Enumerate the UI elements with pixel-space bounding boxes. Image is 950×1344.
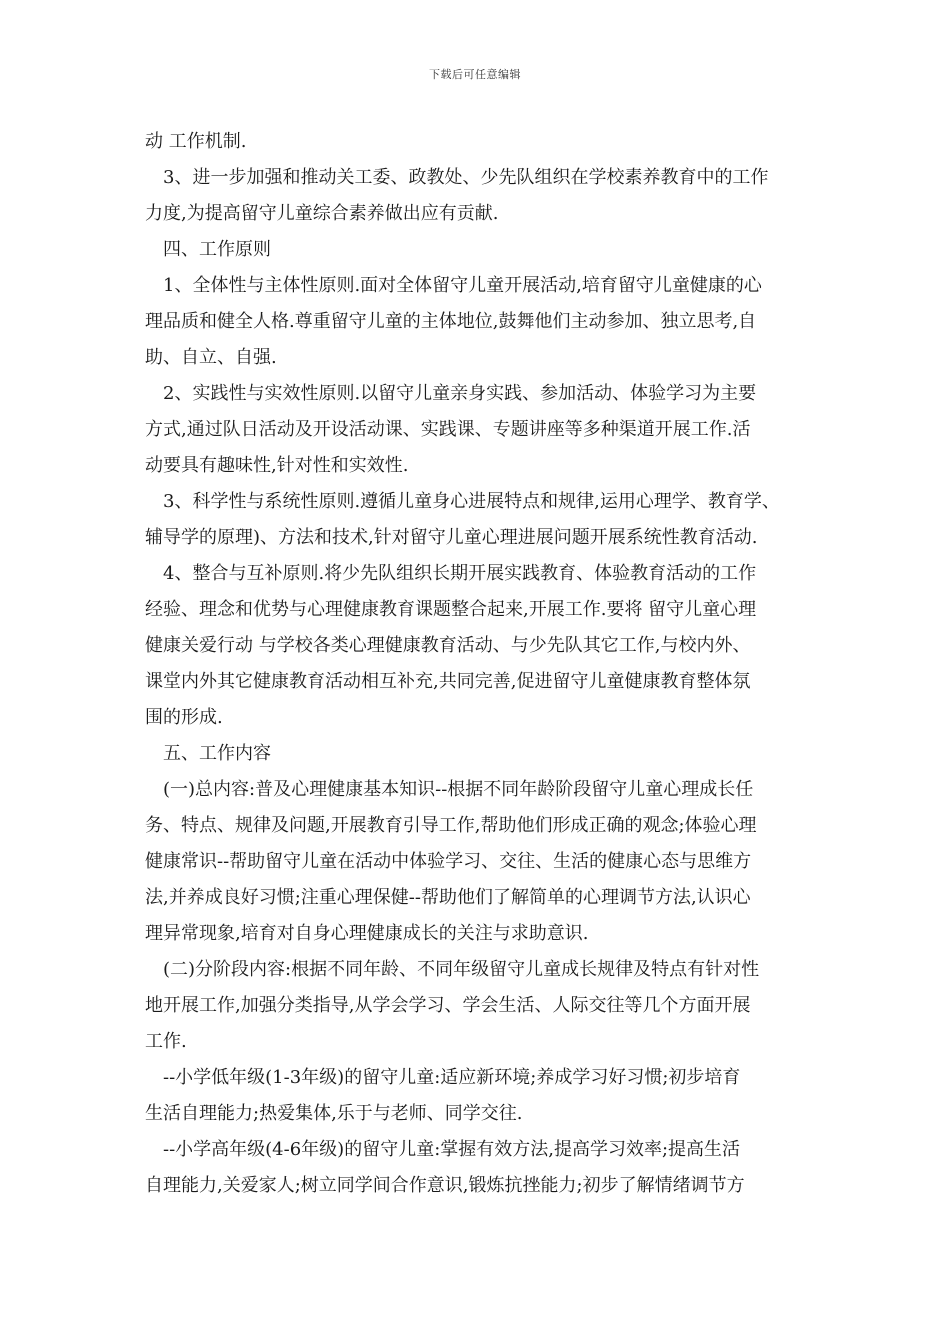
- page-header: 下载后可任意编辑: [429, 68, 521, 81]
- text-line: 3、进一步加强和推动关工委、政教处、少先队组织在学校素养教育中的工作: [163, 167, 769, 188]
- text-line: 务、特点、规律及问题,开展教育引导工作,帮助他们形成正确的观念;体验心理: [145, 815, 757, 836]
- text-line: 五、工作内容: [163, 743, 271, 764]
- text-line: 理品质和健全人格.尊重留守儿童的主体地位,鼓舞他们主动参加、独立思考,自: [145, 311, 757, 332]
- text-line: 1、全体性与主体性原则.面对全体留守儿童开展活动,培育留守儿童健康的心: [163, 275, 762, 296]
- text-line: (一)总内容:普及心理健康基本知识--根据不同年龄阶段留守儿童心理成长任: [163, 779, 754, 800]
- text-line: 经验、理念和优势与心理健康教育课题整合起来,开展工作.要将 留守儿童心理: [145, 599, 757, 620]
- text-line: 课堂内外其它健康教育活动相互补充,共同完善,促进留守儿童健康教育整体氛: [145, 671, 751, 692]
- text-line: 4、整合与互补原则.将少先队组织长期开展实践教育、体验教育活动的工作: [163, 563, 757, 584]
- text-line: 2、实践性与实效性原则.以留守儿童亲身实践、参加活动、体验学习为主要: [163, 383, 757, 404]
- text-line: 动要具有趣味性,针对性和实效性.: [145, 455, 409, 476]
- text-line: --小学高年级(4-6年级)的留守儿童:掌握有效方法,提高学习效率;提高生活: [163, 1139, 741, 1160]
- text-line: 自理能力,关爱家人;树立同学间合作意识,锻炼抗挫能力;初步了解情绪调节方: [145, 1175, 745, 1196]
- text-line: 工作.: [145, 1031, 187, 1052]
- text-line: 法,并养成良好习惯;注重心理保健--帮助他们了解简单的心理调节方法,认识心: [145, 887, 751, 908]
- text-line: --小学低年级(1-3年级)的留守儿童:适应新环境;养成学习好习惯;初步培育: [163, 1067, 741, 1088]
- text-line: 地开展工作,加强分类指导,从学会学习、学会生活、人际交往等几个方面开展: [145, 995, 751, 1016]
- text-line: 理异常现象,培育对自身心理健康成长的关注与求助意识.: [145, 923, 589, 944]
- text-line: 生活自理能力;热爱集体,乐于与老师、同学交往.: [145, 1103, 523, 1124]
- text-line: 力度,为提高留守儿童综合素养做出应有贡献.: [145, 203, 499, 224]
- text-line: 助、自立、自强.: [145, 347, 277, 368]
- text-line: 围的形成.: [145, 707, 223, 728]
- text-line: 四、工作原则: [163, 239, 271, 260]
- document-body: [145, 124, 813, 1204]
- text-line: 健康常识--帮助留守儿童在活动中体验学习、交往、生活的健康心态与思维方: [145, 851, 752, 872]
- text-line: 健康关爱行动 与学校各类心理健康教育活动、与少先队其它工作,与校内外、: [145, 635, 751, 656]
- text-line: 3、科学性与系统性原则.遵循儿童身心进展特点和规律,运用心理学、教育学、: [163, 491, 780, 512]
- text-line: (二)分阶段内容:根据不同年龄、不同年级留守儿童成长规律及特点有针对性: [163, 959, 760, 980]
- text-line: 方式,通过队日活动及开设活动课、实践课、专题讲座等多种渠道开展工作.活: [145, 419, 751, 440]
- text-line: 动 工作机制.: [145, 131, 247, 152]
- text-line: 辅导学的原理)、方法和技术,针对留守儿童心理进展问题开展系统性教育活动.: [145, 527, 758, 548]
